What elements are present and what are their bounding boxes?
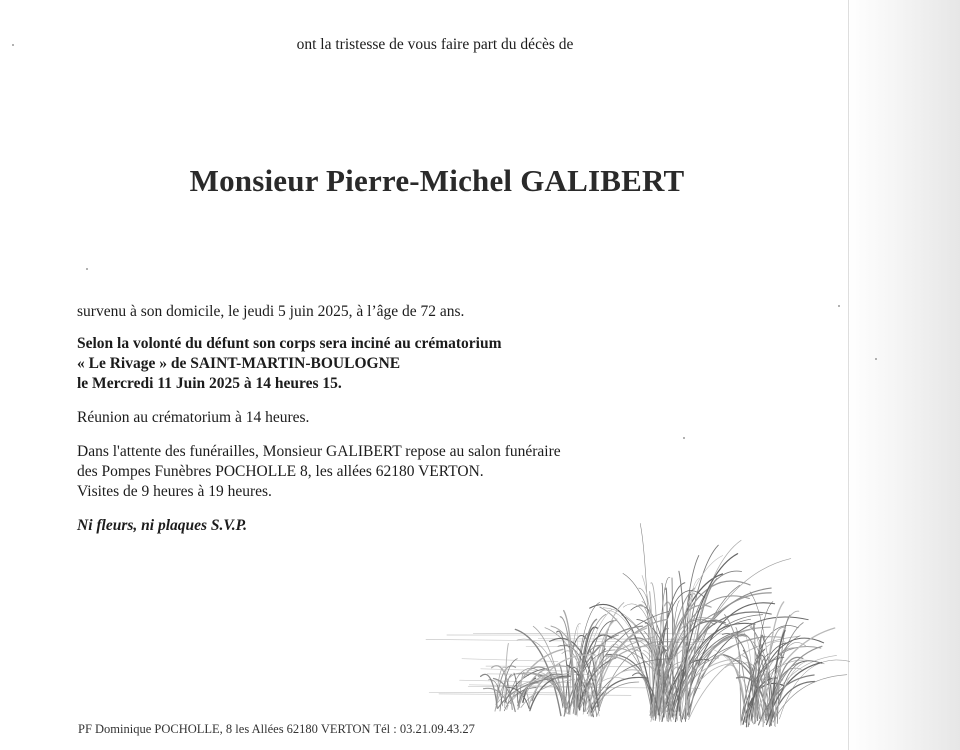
rest-line-1: Dans l'attente des funérailles, Monsieur GALIBERT repose au salon funéraire — [77, 443, 561, 460]
scan-speck — [86, 268, 88, 270]
deceased-name: Monsieur Pierre-Michel GALIBERT — [189, 163, 685, 198]
cremation-line-2: « Le Rivage » de SAINT-MARTIN-BOULOGNE — [77, 355, 401, 372]
no-flowers-note: Ni fleurs, ni plaques S.V.P. — [77, 517, 247, 534]
cremation-line-1: Selon la volonté du défunt son corps sera inciné au crématorium — [77, 335, 502, 352]
intro-text: ont la tristesse de vous faire part du décès de — [296, 36, 574, 53]
dune-grass-illustration — [420, 470, 850, 740]
scan-speck — [838, 305, 840, 307]
scan-speck — [875, 358, 877, 360]
grass-blade — [777, 661, 807, 715]
death-statement: survenu à son domicile, le jeudi 5 juin 2025, à l’âge de 72 ans. — [77, 303, 465, 320]
funeral-home-footer: PF Dominique POCHOLLE, 8 les Allées 62180 VERTON Tél : 03.21.09.43.27 — [78, 722, 475, 736]
meeting-info: Réunion au crématorium à 14 heures. — [77, 409, 310, 426]
grass-blade — [613, 647, 677, 719]
scan-edge-shadow — [848, 0, 960, 750]
grass-blade — [599, 670, 644, 708]
ground-line — [473, 633, 744, 634]
rest-line-3: Visites de 9 heures à 19 heures. — [77, 483, 272, 500]
rest-line-2: des Pompes Funèbres POCHOLLE 8, les allées 62180 VERTON. — [77, 463, 484, 480]
cremation-line-3: le Mercredi 11 Juin 2025 à 14 heures 15. — [77, 375, 342, 392]
